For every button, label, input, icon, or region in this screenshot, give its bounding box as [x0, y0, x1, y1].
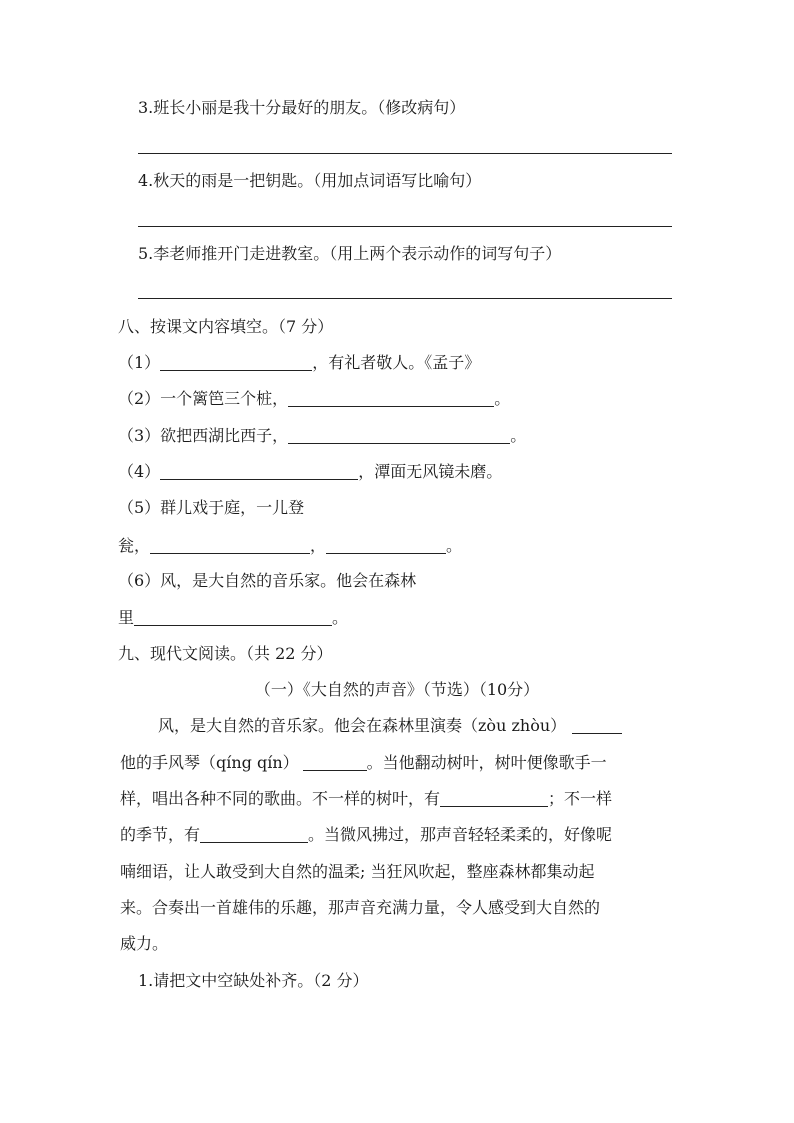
passage-line-3 — [120, 788, 612, 810]
fill-blank-5b[interactable] — [326, 537, 446, 554]
passage-line-2a: 他的手风琴（qíng qín） — [120, 753, 299, 772]
fill-item-3 — [118, 425, 526, 447]
passage-line-3a: 样，唱出各种不同的歌曲。不一样的树叶，有 — [120, 789, 441, 808]
fill-item-5-prefix: 瓮， — [118, 536, 151, 555]
fill-item-3-prefix: （3）欲把西湖比西子， — [118, 426, 289, 445]
passage-line-3b: ；不一样 — [548, 789, 613, 808]
fill-item-1-prefix: （1） — [118, 353, 161, 372]
section-8-heading: 八、按课文内容填空。（7 分） — [118, 317, 334, 336]
fill-item-5-after: 。 — [446, 536, 463, 555]
section-9-heading: 九、现代文阅读。（共 22 分） — [118, 644, 333, 663]
passage-line-5: 喃细语，让人敢受到大自然的温柔; 当狂风吹起，整座森林都集动起 — [120, 862, 595, 881]
fill-item-5-line1: （5）群儿戏于庭，一儿登 — [118, 498, 305, 517]
fill-item-1 — [118, 352, 480, 374]
fill-item-4-prefix: （4） — [118, 462, 161, 481]
passage-line-2 — [120, 752, 607, 774]
fill-blank-3[interactable] — [288, 427, 510, 444]
question-9-1: 1.请把文中空缺处补齐。（2 分） — [138, 971, 369, 990]
fill-blank-2[interactable] — [288, 390, 494, 407]
passage-line-4b: 。当微风拂过，那声音轻轻柔柔的，好像呢 — [308, 825, 613, 844]
fill-item-2-prefix: （2）一个篱笆三个桩， — [118, 389, 289, 408]
passage-line-1-text: 风，是大自然的音乐家。他会在森林里演奏（zòu zhòu） — [158, 716, 567, 735]
fill-item-5-line2 — [118, 535, 462, 557]
answer-line-7-5 — [138, 298, 672, 299]
fill-item-2-after: 。 — [494, 389, 511, 408]
fill-item-6-line1: （6）风，是大自然的音乐家。他会在森林 — [118, 571, 417, 590]
fill-item-6-line2 — [118, 607, 348, 629]
fill-blank-4[interactable] — [160, 463, 358, 480]
fill-item-4-after: ，潭面无风镜未磨。 — [358, 462, 503, 481]
question-7-3: 3.班长小丽是我十分最好的朋友。（修改病句） — [138, 98, 466, 117]
fill-item-6-prefix: 里 — [118, 608, 135, 627]
passage-line-1 — [158, 715, 622, 737]
fill-item-4 — [118, 461, 502, 483]
question-7-4: 4.秋天的雨是一把钥匙。（用加点词语写比喻句） — [138, 171, 482, 190]
fill-item-3-after: 。 — [510, 426, 527, 445]
passage-line-4a: 的季节，有 — [120, 825, 201, 844]
fill-blank-5a[interactable] — [150, 537, 310, 554]
fill-item-1-after: ，有礼者敬人。《孟子》 — [312, 353, 481, 372]
passage-title: （一）《大自然的声音》（节选）（10分） — [254, 680, 540, 699]
passage-line-2b: 。当他翻动树叶，树叶便像歌手一 — [366, 753, 607, 772]
fill-item-2 — [118, 388, 510, 410]
passage-blank-4[interactable] — [200, 826, 308, 843]
fill-item-6-after: 。 — [332, 608, 349, 627]
answer-line-7-3 — [138, 153, 672, 154]
passage-line-4 — [120, 824, 612, 846]
passage-line-7: 威力。 — [120, 934, 169, 953]
fill-blank-6[interactable] — [134, 609, 332, 626]
passage-blank-3[interactable] — [440, 790, 548, 807]
question-7-5: 5.李老师推开门走进教室。（用上两个表示动作的词写句子） — [138, 244, 562, 263]
passage-blank-1[interactable] — [572, 717, 622, 734]
passage-blank-2[interactable] — [303, 754, 367, 771]
passage-line-6: 来。合奏出一首雄伟的乐趣，那声音充满力量，令人感受到大自然的 — [120, 898, 601, 917]
fill-item-5-sep: ， — [310, 536, 327, 555]
answer-line-7-4 — [138, 226, 672, 227]
fill-blank-1[interactable] — [160, 354, 312, 371]
